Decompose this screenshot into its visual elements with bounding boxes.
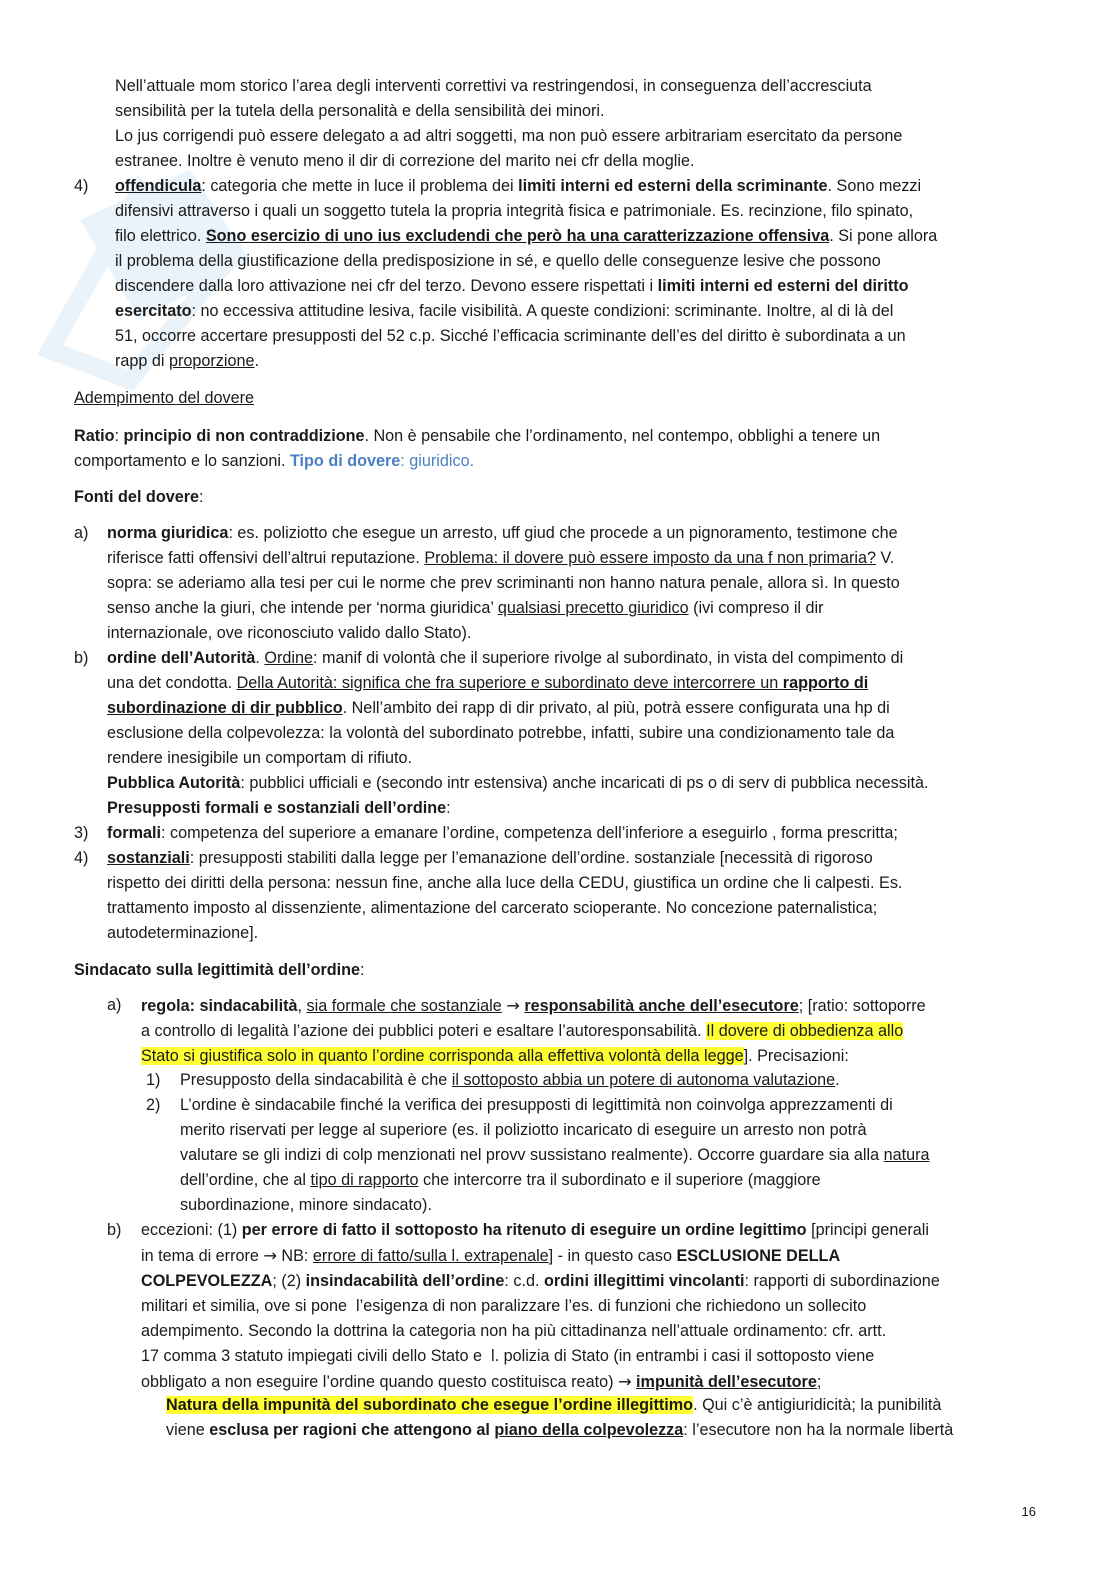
list-number-1: 1) bbox=[146, 1071, 161, 1089]
paragraph-precisazione-2: L’ordine è sindacabile finché la verifica dei presupposti di legittimità non coinvolga apprezzamenti di merito riservati per legge al superiore (es. il poliziotto incaricato di eseguire un arresto non potrà valutare se gli indizi di colp menzionati nel provv sussistano realmente). Occorre guardare sia alla natura dell’ordine, che al tipo di rapporto che intercorre tra il subordinato e il superiore (maggiore subordinazione, minore sindacato). bbox=[180, 1096, 930, 1214]
paragraph-natura-impunita: Natura della impunità del subordinato che esegue l’ordine illegittimo. Qui c’è antigiuridicità; la punibilità viene esclusa per ragioni che attengono al piano della colpevolezza: l’esecutore non ha la normale libertà bbox=[166, 1396, 954, 1439]
paragraph-ordine-autorita: ordine dell’Autorità. Ordine: manif di volontà che il superiore rivolge al subordinato, in vista del compimento di una det condotta. Della Autorità: significa che fra superiore e subordinato deve intercorrere un rapporto di subordinazione di dir pubblico. Nell’ambito dei rapp di dir privato, al più, potrà essere configurata una hp di esclusione della colpevolezza: la volontà del subordinato potrebbe, infatti, subire una condizionamento tale da rendere inesigibile un comportam di rifiuto. Pubblica Autorità: pubblici ufficiali e (secondo intr estensiva) anche incaricati di ps o di serv di pubblica necessità. Presupposti formali e sostanziali dell’ordine: bbox=[107, 649, 929, 817]
paragraph-eccezioni: eccezioni: (1) per errore di fatto il sottoposto ha ritenuto di eseguire un ordine legittimo [principi generali in tema di errore → NB: errore di fatto/sulla l. extrapenale] - in questo caso ESCLUSIONE DELLA COLPEVOLEZZA; (2) insindacabilità dell’ordine: c.d. ordini illegittimi vincolanti: rapporti di subordinazione militari et similia, ove si pone l’esigenza di non paralizzare l’es. di funzioni che richiedono un sollecito adempimento. Secondo la dottrina la categoria non ha più cittadinanza nell’attuale ordinamento: cfr. artt. 17 comma 3 statuto impiegati civili dello Stato e l. polizia di Stato (in entrambi i casi il sottoposto viene obbligato a non eseguire l’ordine quando questo costituisca reato) → impunità dell’esecutore; bbox=[141, 1221, 940, 1391]
list-letter-b: b) bbox=[74, 649, 89, 667]
heading-fonti: Fonti del dovere: bbox=[74, 488, 204, 506]
paragraph-formali: formali: competenza del superiore a emanare l’ordine, competenza dell’inferiore a eseguirlo , forma prescritta; bbox=[107, 824, 898, 842]
list-number-4: 4) bbox=[74, 177, 89, 195]
paragraph-sostanziali: sostanziali: presupposti stabiliti dalla legge per l’emanazione dell’ordine. sostanziale [necessità di rigoroso rispetto dei diritti della persona: nessun fine, anche alla luce della CEDU, giustifica un ordine che li calpesti. Es. trattamento imposto al dissenziente, alimentazione del carcerato scioperante. No concezione paternalistica; autodeterminazione]. bbox=[107, 849, 903, 942]
section-heading: Adempimento del dovere bbox=[74, 389, 254, 407]
term-offendicula: offendicula bbox=[115, 177, 202, 195]
list-letter-a: a) bbox=[74, 524, 89, 542]
list-number-2: 2) bbox=[146, 1096, 161, 1114]
paragraph-ratio: Ratio: principio di non contraddizione. Non è pensabile che l’ordinamento, nel contempo, obblighi a tenere un comportamento e lo sanzioni. Tipo di dovere: giuridico. bbox=[74, 427, 881, 470]
paragraph-precisazione-1: Presupposto della sindacabilità è che il sottoposto abbia un potere di autonoma valutazione. bbox=[180, 1071, 840, 1089]
list-number-4b: 4) bbox=[74, 849, 89, 867]
list-letter-b2: b) bbox=[107, 1221, 122, 1239]
paragraph-interventi-correttivi: Nell’attuale mom storico l’area degli interventi correttivi va restringendosi, in conseguenza dell’accresciuta sensibilità per la tutela della personalità e della sensibilità dei minori. Lo jus corrigendi può essere delegato a ad altri soggetti, ma non può essere arbitrariam esercitato da persone estranee. Inoltre è venuto meno il dir di correzione del marito nei cfr della moglie. bbox=[115, 77, 903, 170]
heading-sindacato: Sindacato sulla legittimità dell’ordine: bbox=[74, 961, 365, 979]
list-number-3: 3) bbox=[74, 824, 89, 842]
paragraph-offendicula: offendicula: categoria che mette in luce il problema dei limiti interni ed esterni della scriminante. Sono mezzi difensivi attraverso i quali un soggetto tutela la propria integrità fisica e patrimoniale. Es. recinzione, filo spinato, filo elettrico. Sono esercizio di uno ius excludendi che però ha una caratterizzazione offensiva. Si pone allora il problema della giustificazione della predisposizione in sé, e quello delle conseguenze lesive che possono discendere dalla loro attivazione nei cfr del terzo. Devono essere rispettati i limiti interni ed esterni del diritto esercitato: no eccessiva attitudine lesiva, facile visibilità. A queste condizioni: scriminante. Inoltre, al di là del 51, occorre accertare presupposti del 52 c.p. Sicché l’efficacia scriminante dell’es del diritto è subordinata a un rapp di proporzione. bbox=[115, 177, 938, 370]
paragraph-norma-giuridica: norma giuridica: es. poliziotto che esegue un arresto, uff giud che procede a un pignoramento, testimone che riferisce fatti offensivi dell’altrui reputazione. Problema: il dovere può essere imposto da una f non primaria? V. sopra: se aderiamo alla tesi per cui le norme che prev scriminanti non hanno natura penale, allora sì. In questo senso anche la giuri, che intende per ‘norma giuridica’ qualsiasi precetto giuridico (ivi compreso il dir internazionale, ove riconosciuto valido dallo Stato). bbox=[107, 524, 900, 642]
page-number: 16 bbox=[1021, 1504, 1036, 1519]
list-letter-a2: a) bbox=[107, 996, 122, 1014]
paragraph-regola: regola: sindacabilità, sia formale che sostanziale → responsabilità anche dell’esecutore; [ratio: sottoporre a controllo di legalità l’azione dei pubblici poteri e esaltare l’autoresponsabilità. Il dovere di obbedienza allo Stato si giustifica solo in quanto l’ordine corrisponda alla effettiva volontà della legge]. Precisazioni: bbox=[141, 996, 926, 1065]
